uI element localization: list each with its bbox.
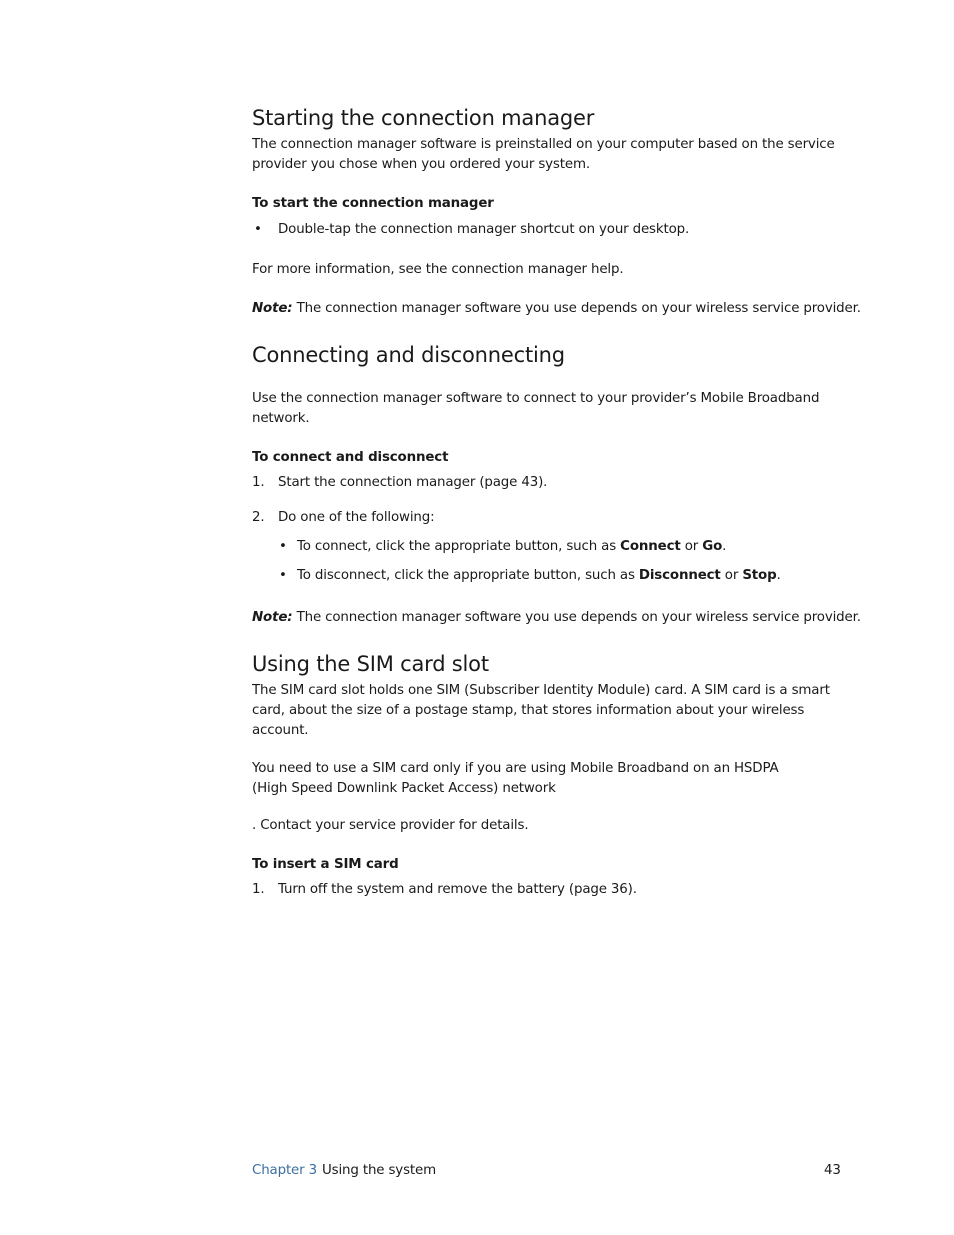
paragraph: Use the connection manager software to connect to your provider’s Mobile Broadband	[252, 391, 820, 406]
paragraph: account.	[252, 723, 309, 738]
procedure-title: To start the connection manager	[252, 196, 494, 211]
procedure-title: To insert a SIM card	[252, 857, 399, 872]
section-heading: Connecting and disconnecting	[252, 343, 565, 367]
paragraph: For more information, see the connection manager help.	[252, 262, 624, 277]
sub-bullet-item	[297, 566, 781, 586]
section-heading: Starting the connection manager	[252, 106, 595, 130]
step-item: Turn off the system and remove the battery (page 36).	[278, 882, 637, 897]
paragraph: The SIM card slot holds one SIM (Subscriber Identity Module) card. A SIM card is a smart	[252, 683, 830, 698]
paragraph: network.	[252, 411, 310, 426]
bullet-item: Double-tap the connection manager shortcut on your desktop.	[278, 222, 690, 237]
sub-bullet-item	[297, 537, 726, 557]
paragraph: card, about the size of a postage stamp, that stores information about your wireless	[252, 703, 805, 718]
note-text: The connection manager software you use depends on your wireless service provider.	[292, 610, 861, 625]
ui-term-disconnect: Disconnect	[638, 568, 721, 583]
footer-chapter: Chapter 3	[252, 1163, 317, 1178]
bullet-icon: •	[254, 222, 262, 237]
note	[252, 299, 861, 319]
step-item: Do one of the following:	[278, 510, 435, 525]
page-number: 43	[824, 1163, 841, 1178]
sub-bullet-text: or	[680, 539, 703, 554]
step-number: 1.	[252, 882, 265, 897]
step-number: 1.	[252, 475, 265, 490]
paragraph: provider you chose when you ordered your system.	[252, 157, 590, 172]
bullet-icon: •	[279, 568, 287, 583]
step-item: Start the connection manager (page 43).	[278, 475, 548, 490]
section-heading: Using the SIM card slot	[252, 652, 489, 676]
sub-bullet-text: To connect, click the appropriate button, such as	[297, 539, 621, 554]
sub-bullet-text: .	[722, 539, 727, 554]
note	[252, 608, 861, 628]
note-label: Note:	[252, 301, 293, 316]
bullet-icon: •	[279, 539, 287, 554]
paragraph: You need to use a SIM card only if you are using Mobile Broadband on an HSDPA	[252, 761, 779, 776]
note-text: The connection manager software you use depends on your wireless service provider.	[292, 301, 861, 316]
note-label: Note:	[252, 610, 293, 625]
paragraph: . Contact your service provider for details.	[252, 818, 529, 833]
paragraph: The connection manager software is preinstalled on your computer based on the service	[252, 137, 835, 152]
footer-chapter-title: Using the system	[322, 1163, 436, 1178]
paragraph: (High Speed Downlink Packet Access) network	[252, 781, 556, 796]
ui-term-stop: Stop	[742, 568, 777, 583]
ui-term-connect: Connect	[620, 539, 681, 554]
ui-term-go: Go	[702, 539, 723, 554]
step-number: 2.	[252, 510, 265, 525]
sub-bullet-text: To disconnect, click the appropriate button, such as	[297, 568, 639, 583]
sub-bullet-text: or	[720, 568, 743, 583]
procedure-title: To connect and disconnect	[252, 450, 449, 465]
sub-bullet-text: .	[776, 568, 781, 583]
